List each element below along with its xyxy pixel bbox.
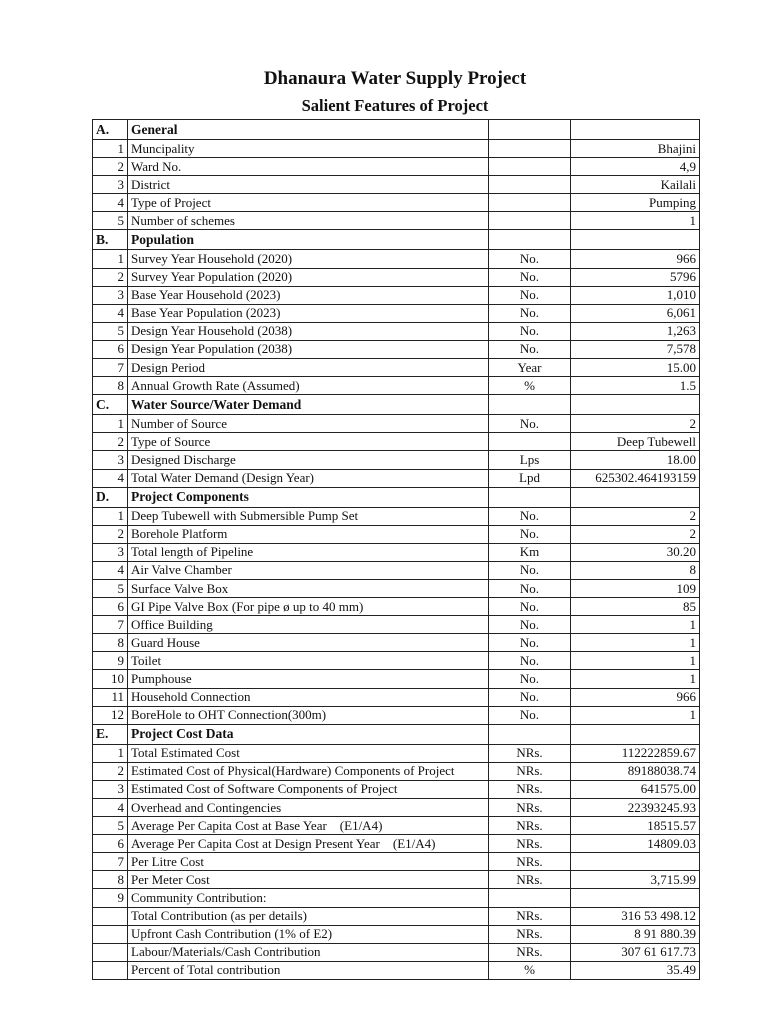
row-unit: NRs. [489, 817, 571, 835]
row-value [571, 853, 700, 871]
row-unit: % [489, 377, 571, 395]
table-row [93, 744, 700, 762]
row-unit: No. [489, 322, 571, 340]
table-row [93, 853, 700, 871]
row-item: Type of Project [128, 194, 489, 212]
row-value: 1,263 [571, 322, 700, 340]
table-row [93, 925, 700, 943]
row-value: 1 [571, 634, 700, 652]
section-key: B. [93, 230, 128, 250]
row-value: 2 [571, 507, 700, 525]
row-item: Overhead and Contingencies [128, 799, 489, 817]
row-value: 1.5 [571, 377, 700, 395]
row-number: 2 [93, 525, 128, 543]
section-value-cell [571, 724, 700, 744]
section-value-cell [571, 487, 700, 507]
section-key: E. [93, 724, 128, 744]
row-value: 14809.03 [571, 835, 700, 853]
row-unit: No. [489, 304, 571, 322]
row-item: Guard House [128, 634, 489, 652]
section-name: Project Components [128, 487, 489, 507]
row-value: 1 [571, 212, 700, 230]
row-item: Total length of Pipeline [128, 543, 489, 561]
table-row [93, 433, 700, 451]
row-unit: No. [489, 525, 571, 543]
page-subtitle: Salient Features of Project [301, 96, 489, 115]
table-row [93, 507, 700, 525]
row-value: 307 61 617.73 [571, 943, 700, 961]
row-number: 7 [93, 616, 128, 634]
row-unit: No. [489, 286, 571, 304]
row-value: 3,715.99 [571, 871, 700, 889]
row-item: Average Per Capita Cost at Base Year (E1/A4) [128, 817, 489, 835]
section-key: C. [93, 395, 128, 415]
row-number: 5 [93, 212, 128, 230]
row-number: 8 [93, 377, 128, 395]
row-item: Per Meter Cost [128, 871, 489, 889]
section-key: D. [93, 487, 128, 507]
section-name: General [128, 120, 489, 140]
row-value: 89188038.74 [571, 762, 700, 780]
row-item: Ward No. [128, 158, 489, 176]
row-item: Design Year Household (2038) [128, 322, 489, 340]
row-unit: NRs. [489, 925, 571, 943]
table-row [93, 158, 700, 176]
section-unit-cell [489, 395, 571, 415]
row-item: Number of Source [128, 415, 489, 433]
row-number: 6 [93, 598, 128, 616]
table-row [93, 377, 700, 395]
row-item: District [128, 176, 489, 194]
row-value: 35.49 [571, 961, 700, 979]
section-unit-cell [489, 230, 571, 250]
row-number: 7 [93, 359, 128, 377]
row-number: 5 [93, 322, 128, 340]
row-item: Air Valve Chamber [128, 561, 489, 579]
row-unit: NRs. [489, 744, 571, 762]
row-item: Total Water Demand (Design Year) [128, 469, 489, 487]
row-item: Household Connection [128, 688, 489, 706]
row-item: Designed Discharge [128, 451, 489, 469]
row-item: Average Per Capita Cost at Design Present Year (E1/A4) [128, 835, 489, 853]
row-number: 1 [93, 250, 128, 268]
row-value [571, 889, 700, 907]
row-unit: Lpd [489, 469, 571, 487]
row-unit: Km [489, 543, 571, 561]
row-item: Labour/Materials/Cash Contribution [128, 943, 489, 961]
table-row [93, 340, 700, 358]
table-row [93, 780, 700, 798]
row-number [93, 925, 128, 943]
row-number: 8 [93, 871, 128, 889]
row-item: Annual Growth Rate (Assumed) [128, 377, 489, 395]
row-item: Survey Year Population (2020) [128, 268, 489, 286]
row-item: Toilet [128, 652, 489, 670]
row-value: 22393245.93 [571, 799, 700, 817]
section-header-row [93, 120, 700, 140]
row-item: BoreHole to OHT Connection(300m) [128, 706, 489, 724]
section-name: Water Source/Water Demand [128, 395, 489, 415]
row-value: 7,578 [571, 340, 700, 358]
row-item: Base Year Household (2023) [128, 286, 489, 304]
row-number: 6 [93, 340, 128, 358]
table-row [93, 359, 700, 377]
section-unit-cell [489, 120, 571, 140]
row-value: 1 [571, 706, 700, 724]
row-value: Pumping [571, 194, 700, 212]
row-unit: No. [489, 415, 571, 433]
row-number: 3 [93, 286, 128, 304]
row-number: 3 [93, 543, 128, 561]
row-unit: Year [489, 359, 571, 377]
row-number [93, 943, 128, 961]
section-name: Project Cost Data [128, 724, 489, 744]
row-number: 9 [93, 652, 128, 670]
row-item: Borehole Platform [128, 525, 489, 543]
row-number: 2 [93, 762, 128, 780]
table-row [93, 799, 700, 817]
row-item: Pumphouse [128, 670, 489, 688]
table-row [93, 212, 700, 230]
row-unit [489, 176, 571, 194]
table-row [93, 469, 700, 487]
row-item: Community Contribution: [128, 889, 489, 907]
row-unit: No. [489, 706, 571, 724]
table-row [93, 268, 700, 286]
row-number: 4 [93, 561, 128, 579]
row-number: 8 [93, 634, 128, 652]
row-value: 1 [571, 616, 700, 634]
table-row [93, 561, 700, 579]
table-row [93, 706, 700, 724]
row-value: Deep Tubewell [571, 433, 700, 451]
table-row [93, 688, 700, 706]
row-value: 5796 [571, 268, 700, 286]
row-item: Muncipality [128, 140, 489, 158]
row-number [93, 907, 128, 925]
table-row [93, 322, 700, 340]
row-number: 10 [93, 670, 128, 688]
section-header-row [93, 487, 700, 507]
row-unit: No. [489, 634, 571, 652]
row-unit: No. [489, 250, 571, 268]
table-row [93, 634, 700, 652]
row-value: Kailali [571, 176, 700, 194]
row-value: 1 [571, 652, 700, 670]
table-row [93, 835, 700, 853]
row-value: 316 53 498.12 [571, 907, 700, 925]
section-name: Population [128, 230, 489, 250]
row-unit: No. [489, 268, 571, 286]
table-row [93, 598, 700, 616]
row-unit [489, 158, 571, 176]
row-value: 6,061 [571, 304, 700, 322]
row-value: 85 [571, 598, 700, 616]
table-row [93, 889, 700, 907]
row-unit [489, 433, 571, 451]
row-unit: No. [489, 616, 571, 634]
row-item: Total Estimated Cost [128, 744, 489, 762]
salient-features-table [92, 119, 700, 980]
row-value: 18515.57 [571, 817, 700, 835]
row-value: 2 [571, 415, 700, 433]
row-number: 2 [93, 268, 128, 286]
row-item: Percent of Total contribution [128, 961, 489, 979]
row-item: Deep Tubewell with Submersible Pump Set [128, 507, 489, 525]
table-row [93, 652, 700, 670]
row-item: GI Pipe Valve Box (For pipe ø up to 40 mm) [128, 598, 489, 616]
row-value: 8 91 880.39 [571, 925, 700, 943]
table-row [93, 194, 700, 212]
row-value: 30.20 [571, 543, 700, 561]
page-title: Dhanaura Water Supply Project [263, 68, 527, 89]
section-unit-cell [489, 724, 571, 744]
table-row [93, 140, 700, 158]
row-number: 3 [93, 451, 128, 469]
row-unit: NRs. [489, 871, 571, 889]
row-number: 11 [93, 688, 128, 706]
section-header-row [93, 230, 700, 250]
row-value: 966 [571, 688, 700, 706]
row-unit [489, 140, 571, 158]
row-unit: % [489, 961, 571, 979]
table-row [93, 762, 700, 780]
table-row [93, 907, 700, 925]
row-item: Estimated Cost of Software Components of Project [128, 780, 489, 798]
row-unit: No. [489, 579, 571, 597]
row-number: 1 [93, 507, 128, 525]
table-row [93, 543, 700, 561]
section-header-row [93, 724, 700, 744]
table-row [93, 525, 700, 543]
row-number: 4 [93, 469, 128, 487]
section-unit-cell [489, 487, 571, 507]
row-number: 7 [93, 853, 128, 871]
row-item: Surface Valve Box [128, 579, 489, 597]
table-row [93, 415, 700, 433]
row-value: 625302.464193159 [571, 469, 700, 487]
table-row [93, 451, 700, 469]
row-value: 1 [571, 670, 700, 688]
row-item: Estimated Cost of Physical(Hardware) Components of Project [128, 762, 489, 780]
row-item: Upfront Cash Contribution (1% of E2) [128, 925, 489, 943]
row-unit: No. [489, 670, 571, 688]
table-row [93, 579, 700, 597]
row-number [93, 961, 128, 979]
table-row [93, 670, 700, 688]
row-unit: NRs. [489, 943, 571, 961]
row-number: 2 [93, 433, 128, 451]
row-unit: No. [489, 688, 571, 706]
row-unit: No. [489, 598, 571, 616]
section-value-cell [571, 120, 700, 140]
row-item: Office Building [128, 616, 489, 634]
section-value-cell [571, 230, 700, 250]
row-number: 9 [93, 889, 128, 907]
row-unit: No. [489, 652, 571, 670]
table-row [93, 943, 700, 961]
row-number: 2 [93, 158, 128, 176]
row-value: Bhajini [571, 140, 700, 158]
row-item: Survey Year Household (2020) [128, 250, 489, 268]
row-unit [489, 194, 571, 212]
row-value: 1,010 [571, 286, 700, 304]
section-header-row [93, 395, 700, 415]
row-unit [489, 212, 571, 230]
row-number: 4 [93, 194, 128, 212]
section-value-cell [571, 395, 700, 415]
row-value: 8 [571, 561, 700, 579]
row-item: Base Year Population (2023) [128, 304, 489, 322]
table-row [93, 817, 700, 835]
row-unit: No. [489, 561, 571, 579]
row-item: Type of Source [128, 433, 489, 451]
table-row [93, 250, 700, 268]
table-row [93, 176, 700, 194]
row-number: 6 [93, 835, 128, 853]
row-item: Total Contribution (as per details) [128, 907, 489, 925]
table-row [93, 871, 700, 889]
row-number: 1 [93, 744, 128, 762]
row-value: 2 [571, 525, 700, 543]
table-row [93, 286, 700, 304]
row-value: 4,9 [571, 158, 700, 176]
row-item: Per Litre Cost [128, 853, 489, 871]
row-value: 641575.00 [571, 780, 700, 798]
row-value: 966 [571, 250, 700, 268]
row-number: 4 [93, 799, 128, 817]
table-row [93, 304, 700, 322]
section-key: A. [93, 120, 128, 140]
row-number: 5 [93, 579, 128, 597]
row-unit: NRs. [489, 799, 571, 817]
row-number: 3 [93, 780, 128, 798]
row-number: 1 [93, 140, 128, 158]
row-number: 3 [93, 176, 128, 194]
row-unit: NRs. [489, 780, 571, 798]
row-value: 109 [571, 579, 700, 597]
row-number: 1 [93, 415, 128, 433]
row-unit: NRs. [489, 835, 571, 853]
row-unit: NRs. [489, 907, 571, 925]
row-unit: Lps [489, 451, 571, 469]
row-number: 4 [93, 304, 128, 322]
row-unit [489, 889, 571, 907]
row-unit: NRs. [489, 762, 571, 780]
row-value: 15.00 [571, 359, 700, 377]
row-item: Number of schemes [128, 212, 489, 230]
row-number: 5 [93, 817, 128, 835]
table-body [93, 120, 700, 980]
table-row [93, 616, 700, 634]
row-unit: NRs. [489, 853, 571, 871]
row-item: Design Year Population (2038) [128, 340, 489, 358]
row-unit: No. [489, 507, 571, 525]
table-row [93, 961, 700, 979]
row-number: 12 [93, 706, 128, 724]
row-item: Design Period [128, 359, 489, 377]
row-value: 18.00 [571, 451, 700, 469]
row-value: 112222859.67 [571, 744, 700, 762]
row-unit: No. [489, 340, 571, 358]
